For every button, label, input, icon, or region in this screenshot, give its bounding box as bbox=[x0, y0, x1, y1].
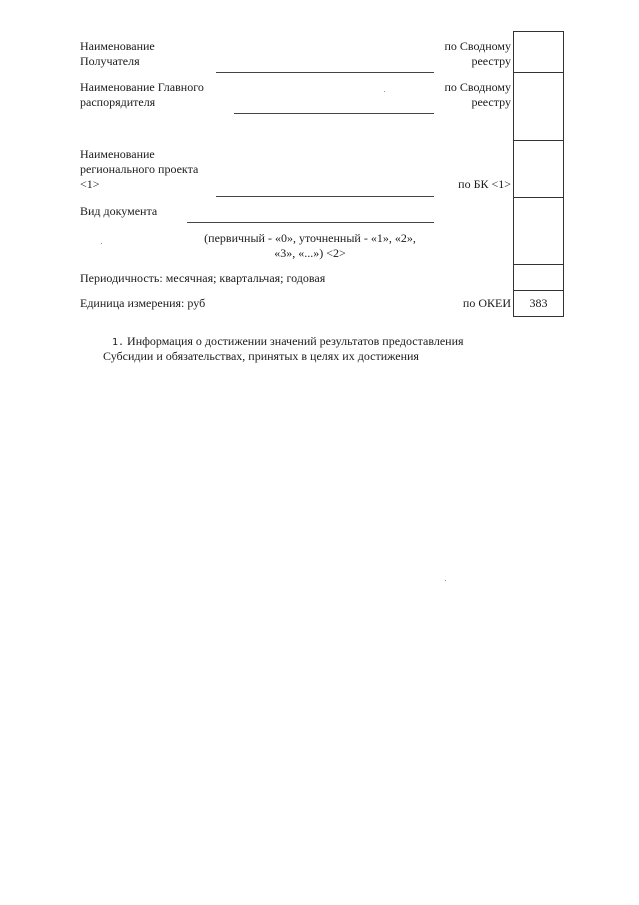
bk-code-label: по БК <1> bbox=[458, 177, 511, 191]
scan-speck bbox=[384, 91, 385, 92]
chief-manager-registry-cell[interactable] bbox=[513, 72, 564, 141]
regional-project-label: Наименование регионального проекта <1> bbox=[80, 147, 199, 191]
recipient-registry-cell[interactable] bbox=[513, 31, 564, 73]
okei-code-cell: 383 bbox=[513, 290, 564, 317]
recipient-label: Наименование Получателя bbox=[80, 39, 155, 68]
chief-manager-field-line[interactable] bbox=[234, 113, 434, 114]
chief-manager-label: Наименование Главного распорядителя bbox=[80, 80, 204, 109]
doc-type-hint: (первичный - «0», уточненный - «1», «2», «3», «...») <2> bbox=[204, 231, 416, 260]
scan-speck bbox=[101, 243, 102, 244]
doc-type-cell[interactable] bbox=[513, 197, 564, 265]
unit-label: Единица измерения: руб bbox=[80, 296, 206, 310]
bk-code-cell[interactable] bbox=[513, 140, 564, 198]
okei-label: по ОКЕИ bbox=[462, 296, 511, 310]
recipient-field-line[interactable] bbox=[216, 72, 434, 73]
regional-project-field-line[interactable] bbox=[216, 196, 434, 197]
scan-speck bbox=[445, 580, 446, 581]
doc-type-field-line[interactable] bbox=[187, 222, 434, 223]
chief-manager-registry-label: по Сводному реестру bbox=[444, 80, 511, 109]
recipient-registry-label: по Сводному реестру bbox=[444, 39, 511, 68]
section-number: 1. bbox=[112, 337, 125, 348]
periodicity-text: Периодичность: месячная; квартальчая; годовая bbox=[80, 271, 326, 285]
section-1-title-line1: 1. Информация о достижении значений результатов предоставления bbox=[112, 334, 464, 348]
periodicity-cell[interactable] bbox=[513, 264, 564, 291]
section-1-title-line2: Субсидии и обязательствах, принятых в целях их достижения bbox=[103, 349, 419, 363]
doc-type-label: Вид документа bbox=[80, 204, 158, 218]
